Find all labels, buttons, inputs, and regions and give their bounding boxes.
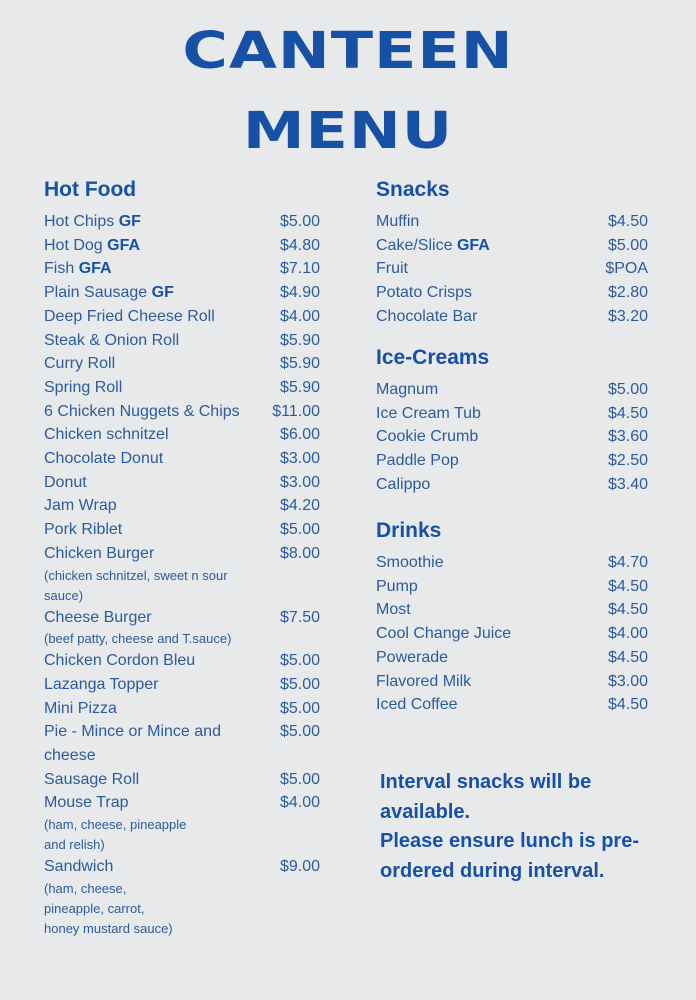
- menu-item-price: $4.20: [279, 497, 320, 515]
- menu-item: [44, 210, 320, 234]
- menu-item-description: (beef patty, cheese and T.sauce): [44, 631, 232, 647]
- menu-item-label: 6 Chicken Nuggets & Chips: [44, 402, 240, 420]
- menu-item-name: [376, 257, 605, 281]
- menu-item-price: $3.00: [279, 473, 320, 491]
- menu-item-label: Sandwich: [44, 858, 114, 876]
- menu-item: [44, 791, 320, 855]
- menu-item-price: $5.00: [279, 675, 320, 693]
- menu-item-description: (ham, cheese, pineapple: [44, 817, 187, 833]
- menu-item-price: $4.70: [607, 554, 648, 571]
- menu-item-price: $5.00: [279, 699, 320, 717]
- menu-item-label: Powerade: [376, 648, 449, 666]
- menu-item-name: [44, 281, 280, 305]
- menu-item: [44, 234, 320, 258]
- menu-item: [44, 542, 320, 606]
- menu-item-name: [376, 693, 608, 717]
- menu-item-label: Mouse Trap: [44, 794, 129, 812]
- menu-item-row: [44, 494, 320, 518]
- menu-item-price: $3.00: [279, 450, 320, 468]
- section-heading-snacks: Snacks: [376, 178, 450, 201]
- menu-item-name: [44, 376, 280, 400]
- menu-item-row: [44, 281, 320, 305]
- menu-item-price: $8.00: [279, 544, 320, 562]
- dietary-tag: GFA: [456, 236, 490, 254]
- menu-item-name: [44, 305, 280, 329]
- menu-item-label: Cookie Crumb: [376, 428, 479, 446]
- section-heading-hot-food: Hot Food: [44, 178, 137, 201]
- menu-item: [44, 649, 320, 673]
- menu-item-name: [44, 649, 280, 673]
- menu-item-name: [376, 378, 608, 402]
- menu-item: [376, 402, 648, 426]
- menu-item: [44, 257, 320, 281]
- menu-item-name: [44, 697, 280, 721]
- menu-item-row: [376, 670, 648, 694]
- menu-item-description: (ham, cheese,: [44, 880, 127, 896]
- menu-item-row: [44, 518, 320, 542]
- menu-item-label: Flavored Milk: [376, 672, 472, 690]
- menu-item-row: [44, 305, 320, 329]
- menu-item-name: [44, 542, 280, 566]
- menu-item-price: $4.50: [607, 696, 648, 714]
- menu-item-label: Fruit: [376, 260, 408, 278]
- menu-item-row: [44, 447, 320, 471]
- menu-item-name: [376, 449, 608, 473]
- menu-item-name: [376, 622, 608, 646]
- menu-item: [44, 447, 320, 471]
- menu-item-name: [376, 402, 608, 426]
- menu-item-name: [44, 352, 280, 376]
- menu-item-row: [376, 402, 648, 426]
- menu-item-price: $4.00: [279, 307, 320, 325]
- menu-item-label: Steak & Onion Roll: [44, 331, 180, 349]
- menu-item-price: $2.50: [607, 452, 648, 470]
- menu-item-label: Cake/Slice: [376, 236, 453, 254]
- section-heading-ice-creams: Ice-Creams: [376, 346, 490, 369]
- menu-item: [44, 471, 320, 495]
- menu-item-label: Smoothie: [376, 554, 444, 571]
- menu-item: [44, 673, 320, 697]
- menu-item-name: [376, 598, 608, 622]
- menu-item-price: $3.40: [607, 475, 648, 493]
- menu-item: [376, 449, 648, 473]
- menu-item-row: [376, 234, 648, 258]
- menu-item-name: [44, 471, 280, 495]
- menu-item: [376, 210, 648, 234]
- menu-item-label: Deep Fried Cheese Roll: [44, 307, 215, 325]
- dietary-tag: GF: [118, 213, 141, 230]
- menu-item-label: Sausage Roll: [44, 770, 140, 788]
- menu-item: [376, 670, 648, 694]
- menu-item-row: [44, 720, 320, 767]
- dietary-tag: GFA: [107, 236, 141, 254]
- menu-item-label: Magnum: [376, 381, 439, 398]
- menu-item-label: Fish: [44, 260, 75, 278]
- menu-item-name: [376, 473, 608, 497]
- menu-item-row: [376, 257, 648, 281]
- menu-item-name: [376, 670, 608, 694]
- menu-item: [44, 376, 320, 400]
- dietary-tag: GF: [151, 284, 174, 302]
- menu-item-row: [44, 400, 320, 424]
- menu-item-price: $11.00: [272, 402, 320, 420]
- menu-item-row: [376, 210, 648, 234]
- menu-item-row: [44, 791, 320, 815]
- menu-item-row: [44, 542, 320, 566]
- menu-item-label: Pie - Mince or Mince and cheese: [44, 723, 221, 765]
- menu-item-price: $7.10: [279, 260, 320, 278]
- hot-food-list: [44, 210, 320, 939]
- menu-item-label: Iced Coffee: [376, 696, 458, 714]
- menu-item-row: [376, 575, 648, 599]
- menu-item-row: [44, 423, 320, 447]
- menu-item-label: Muffin: [376, 213, 420, 230]
- menu-item-label: Spring Roll: [44, 378, 123, 396]
- menu-item-label: Curry Roll: [44, 355, 116, 373]
- menu-item: [376, 693, 648, 717]
- menu-item-price: $5.00: [279, 521, 320, 539]
- menu-item-name: [376, 281, 608, 305]
- menu-item: [376, 281, 648, 305]
- menu-item-price: $4.90: [279, 284, 320, 302]
- menu-item-price: $7.50: [279, 608, 320, 626]
- menu-item-name: [376, 551, 608, 575]
- menu-item: [44, 281, 320, 305]
- menu-item: [376, 234, 648, 258]
- menu-item-price: $4.50: [607, 648, 648, 666]
- menu-item-label: Pump: [376, 577, 418, 595]
- menu-item: [376, 575, 648, 599]
- menu-item-row: [376, 693, 648, 717]
- menu-item-price: $POA: [605, 260, 648, 278]
- menu-item-name: [44, 768, 280, 792]
- menu-item-name: [376, 646, 608, 670]
- menu-item-price: $4.50: [607, 577, 648, 595]
- menu-item-label: Jam Wrap: [44, 497, 117, 515]
- menu-item: [44, 720, 320, 767]
- menu-item-label: Chicken schnitzel: [44, 426, 169, 444]
- menu-item: [44, 494, 320, 518]
- menu-item: [376, 425, 648, 449]
- hot-food-section: [44, 176, 320, 939]
- menu-item-label: Calippo: [376, 475, 431, 493]
- menu-item-description: sauce): [44, 587, 84, 603]
- snacks-section: [376, 176, 648, 329]
- menu-item-price: $4.00: [279, 794, 320, 812]
- menu-item: [376, 378, 648, 402]
- menu-item-name: [44, 234, 280, 258]
- menu-item-price: $4.50: [607, 213, 648, 230]
- menu-item-row: [44, 768, 320, 792]
- menu-item-price: $3.00: [607, 672, 648, 690]
- menu-item: [376, 646, 648, 670]
- menu-item-label: Ice Cream Tub: [376, 404, 481, 422]
- menu-item: [44, 423, 320, 447]
- menu-item-row: [376, 425, 648, 449]
- menu-item-price: $5.00: [279, 770, 320, 788]
- menu-item-label: Cool Change Juice: [376, 625, 512, 643]
- drinks-section: [376, 517, 648, 717]
- menu-item-name: [44, 720, 280, 767]
- menu-item-label: Most: [376, 601, 411, 619]
- menu-item-name: [44, 257, 280, 281]
- menu-item-label: Lazanga Topper: [44, 675, 159, 693]
- menu-item-row: [376, 281, 648, 305]
- menu-item: [376, 598, 648, 622]
- notice-line-preorder: Please ensure lunch is pre-ordered during interval.: [380, 830, 639, 882]
- menu-title-menu: MENU: [242, 100, 454, 161]
- menu-item-row: [44, 352, 320, 376]
- menu-item-row: [44, 471, 320, 495]
- ice-creams-section: [376, 344, 648, 497]
- menu-item-price: $4.00: [607, 625, 648, 643]
- menu-item-price: $2.80: [607, 284, 648, 302]
- menu-item-name: [44, 518, 280, 542]
- menu-item-price: $6.00: [279, 426, 320, 444]
- menu-item: [44, 606, 320, 650]
- menu-item: [44, 697, 320, 721]
- menu-item-price: $5.90: [279, 331, 320, 349]
- menu-item-price: $5.90: [279, 355, 320, 373]
- menu-item: [376, 551, 648, 575]
- menu-item-label: Potato Crisps: [376, 284, 473, 302]
- menu-item-row: [44, 257, 320, 281]
- menu-item: [376, 257, 648, 281]
- menu-item-price: $5.00: [279, 213, 320, 230]
- menu-item-row: [376, 305, 648, 329]
- menu-item-row: [44, 234, 320, 258]
- menu-item-name: [44, 329, 280, 353]
- menu-item-row: [44, 329, 320, 353]
- interval-notice: [380, 768, 640, 886]
- menu-item-name: [44, 855, 280, 879]
- menu-item-name: [44, 673, 280, 697]
- menu-item-name: [376, 575, 608, 599]
- menu-title-canteen: CANTEEN: [182, 20, 514, 81]
- menu-item-name: [44, 447, 280, 471]
- menu-item-label: Cheese Burger: [44, 608, 152, 626]
- menu-item-name: [376, 210, 608, 234]
- menu-item-label: Hot Dog: [44, 236, 103, 254]
- menu-item-row: [44, 697, 320, 721]
- menu-item-price: $5.00: [279, 723, 320, 741]
- menu-item-price: $3.20: [607, 307, 648, 325]
- menu-item: [44, 855, 320, 939]
- menu-item-row: [44, 210, 320, 234]
- menu-item-name: [44, 791, 280, 815]
- menu-item: [44, 352, 320, 376]
- ice-creams-list: [376, 378, 648, 497]
- menu-item-label: Hot Chips: [44, 213, 115, 230]
- menu-item-name: [376, 425, 608, 449]
- snacks-list: [376, 210, 648, 329]
- menu-item-row: [44, 606, 320, 630]
- menu-item: [44, 305, 320, 329]
- menu-item-row: [376, 449, 648, 473]
- menu-item-price: $3.60: [607, 428, 648, 446]
- drinks-list: [376, 551, 648, 717]
- menu-item-description: and relish): [44, 837, 105, 853]
- section-heading-drinks: Drinks: [376, 519, 442, 542]
- menu-item-row: [376, 622, 648, 646]
- menu-item-price: $4.80: [279, 236, 320, 254]
- menu-item: [376, 622, 648, 646]
- menu-item-name: [44, 423, 280, 447]
- menu-item-row: [376, 551, 648, 575]
- dietary-tag: GFA: [78, 260, 112, 278]
- menu-item-name: [44, 494, 280, 518]
- menu-item-price: $5.00: [607, 381, 648, 398]
- menu-item-row: [376, 378, 648, 402]
- menu-item-row: [376, 598, 648, 622]
- menu-item: [44, 329, 320, 353]
- menu-item-price: $5.90: [279, 378, 320, 396]
- menu-item-row: [44, 649, 320, 673]
- menu-item-description: honey mustard sauce): [44, 920, 173, 936]
- menu-item-label: Mini Pizza: [44, 699, 117, 717]
- menu-item-row: [376, 646, 648, 670]
- menu-item-name: [44, 400, 272, 424]
- menu-item-label: Paddle Pop: [376, 452, 459, 470]
- menu-item: [44, 768, 320, 792]
- notice-line-snacks: Interval snacks will be available.: [380, 771, 592, 823]
- menu-item-price: $5.00: [279, 652, 320, 670]
- menu-item-price: $9.00: [279, 858, 320, 876]
- menu-item-price: $4.50: [607, 601, 648, 619]
- menu-item-name: [376, 234, 608, 258]
- menu-item-description: (chicken schnitzel, sweet n sour: [44, 567, 228, 583]
- menu-item-price: $5.00: [607, 236, 648, 254]
- menu-item-label: Chocolate Donut: [44, 450, 164, 468]
- menu-item-label: Donut: [44, 473, 87, 491]
- menu-item-name: [44, 606, 280, 630]
- menu-item-label: Pork Riblet: [44, 521, 123, 539]
- menu-item: [376, 305, 648, 329]
- menu-item-label: Chicken Cordon Bleu: [44, 652, 196, 670]
- menu-item-row: [44, 855, 320, 879]
- menu-item: [44, 400, 320, 424]
- menu-item-name: [44, 210, 280, 234]
- menu-item-name: [376, 305, 608, 329]
- menu-item-description: pineapple, carrot,: [44, 900, 145, 916]
- menu-item-label: Plain Sausage: [44, 284, 148, 302]
- menu-item: [44, 518, 320, 542]
- menu-item-row: [376, 473, 648, 497]
- menu-item-row: [44, 376, 320, 400]
- menu-item-price: $4.50: [607, 404, 648, 422]
- menu-item-row: [44, 673, 320, 697]
- menu-item-label: Chicken Burger: [44, 544, 155, 562]
- menu-item-label: Chocolate Bar: [376, 307, 478, 325]
- menu-item: [376, 473, 648, 497]
